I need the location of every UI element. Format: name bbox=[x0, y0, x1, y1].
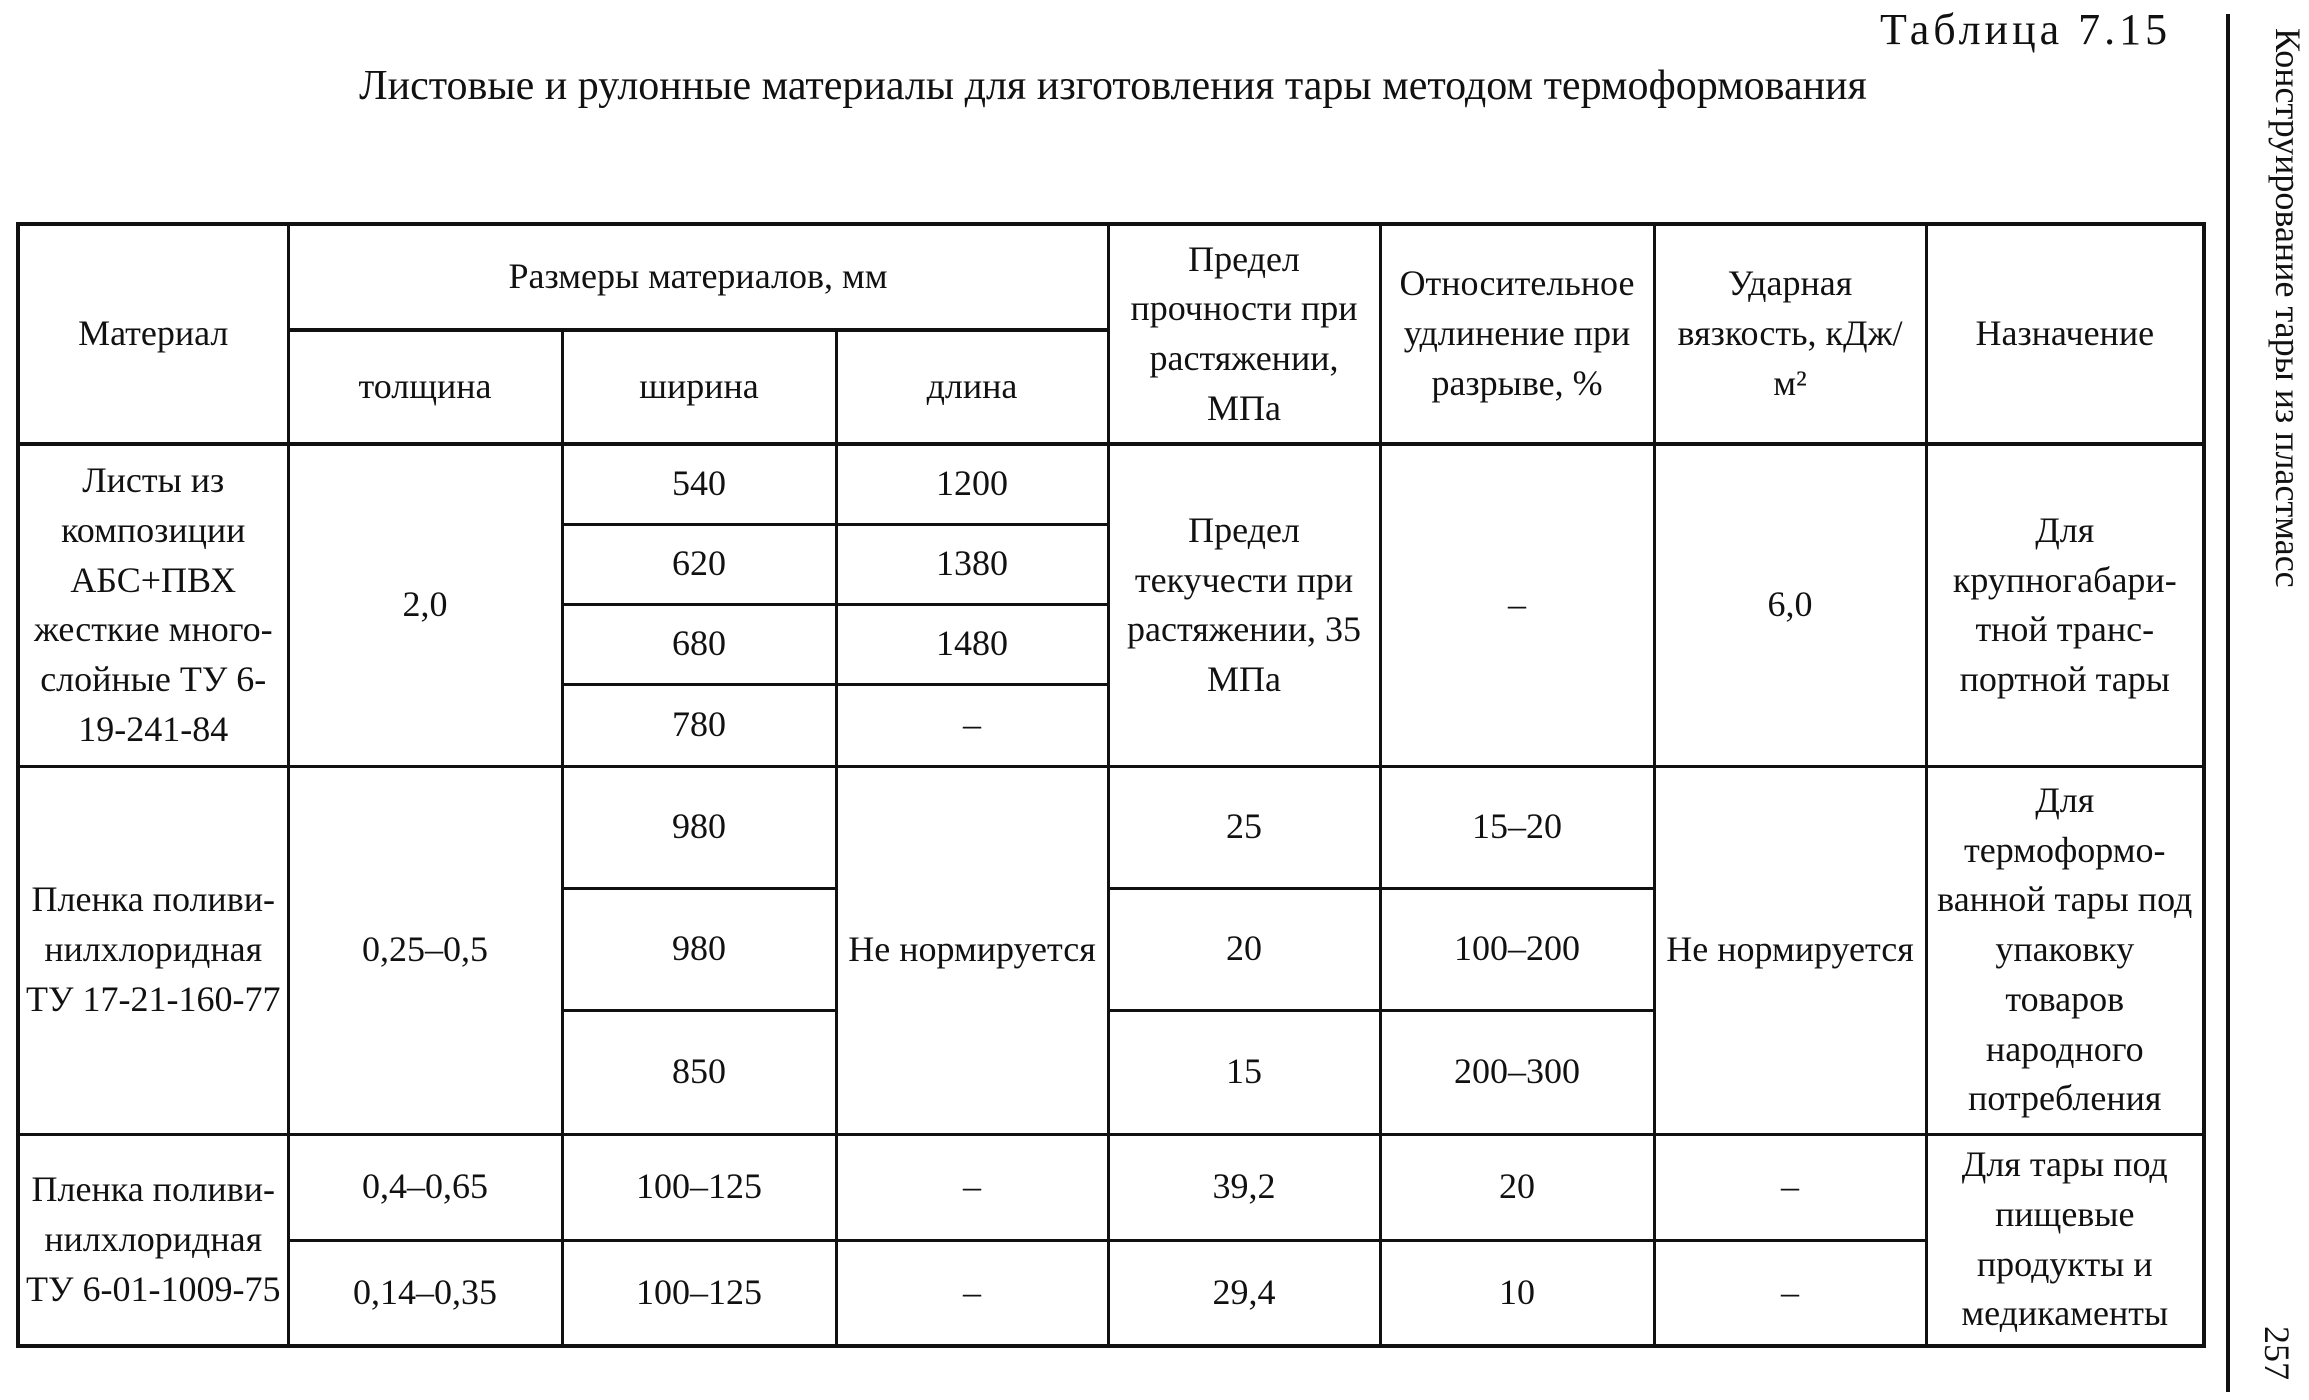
impact-strength-cell: Не нормируется bbox=[1654, 766, 1926, 1134]
header-dimensions: Размеры материалов, мм bbox=[288, 224, 1108, 330]
header-row-top bbox=[18, 224, 2204, 330]
materials-table bbox=[16, 222, 2206, 1348]
header-purpose: Назначение bbox=[1926, 224, 2204, 444]
width-cell: 980 bbox=[562, 766, 836, 888]
header-tensile-strength: Предел прочности при растяжении, МПа bbox=[1108, 224, 1380, 444]
width-cell: 100–125 bbox=[562, 1240, 836, 1346]
elongation-cell: 10 bbox=[1380, 1240, 1654, 1346]
impact-strength-cell: 6,0 bbox=[1654, 444, 1926, 766]
width-cell: 540 bbox=[562, 444, 836, 524]
width-cell: 850 bbox=[562, 1010, 836, 1134]
material-cell: Пленка поливи-нилхлоридная ТУ 17-21-160-77 bbox=[18, 766, 288, 1134]
table-row bbox=[18, 444, 2204, 524]
header-material: Материал bbox=[18, 224, 288, 444]
header-width: ширина bbox=[562, 330, 836, 444]
material-cell: Листы из композиции АБС+ПВХ жесткие много-слойные ТУ 6-19-241-84 bbox=[18, 444, 288, 766]
material-cell: Пленка поливи-нилхлоридная ТУ 6-01-1009-75 bbox=[18, 1134, 288, 1346]
thickness-cell: 0,4–0,65 bbox=[288, 1134, 562, 1240]
tensile-strength-cell: 20 bbox=[1108, 888, 1380, 1010]
thickness-cell: 2,0 bbox=[288, 444, 562, 766]
tensile-strength-cell: Предел текучести при растяжении, 35 МПа bbox=[1108, 444, 1380, 766]
table-row bbox=[18, 1134, 2204, 1240]
width-cell: 620 bbox=[562, 524, 836, 604]
tensile-strength-cell: 39,2 bbox=[1108, 1134, 1380, 1240]
thickness-cell: 0,14–0,35 bbox=[288, 1240, 562, 1346]
impact-strength-cell: – bbox=[1654, 1240, 1926, 1346]
elongation-cell: 100–200 bbox=[1380, 888, 1654, 1010]
length-cell: 1380 bbox=[836, 524, 1108, 604]
table-title: Листовые и рулонные материалы для изготовления тары методом термоформования bbox=[359, 63, 1867, 109]
width-cell: 980 bbox=[562, 888, 836, 1010]
width-cell: 680 bbox=[562, 604, 836, 684]
header-elongation: Относительное удлинение при разрыве, % bbox=[1380, 224, 1654, 444]
table-number: Таблица 7.15 bbox=[1880, 5, 2172, 54]
length-cell: – bbox=[836, 1134, 1108, 1240]
running-head: Конструирование тары из пластмасс bbox=[2268, 28, 2308, 588]
length-cell: Не нормируется bbox=[836, 766, 1108, 1134]
purpose-cell: Для крупногабари-тной транс-портной тары bbox=[1926, 444, 2204, 766]
elongation-cell: 200–300 bbox=[1380, 1010, 1654, 1134]
purpose-cell: Для термоформо-ванной тары под упаковку товаров народного потребления bbox=[1926, 766, 2204, 1134]
purpose-cell: Для тары под пищевые продукты и медикаменты bbox=[1926, 1134, 2204, 1346]
elongation-cell: 15–20 bbox=[1380, 766, 1654, 888]
tensile-strength-cell: 29,4 bbox=[1108, 1240, 1380, 1346]
length-cell: – bbox=[836, 1240, 1108, 1346]
length-cell: 1200 bbox=[836, 444, 1108, 524]
elongation-cell: – bbox=[1380, 444, 1654, 766]
length-cell: 1480 bbox=[836, 604, 1108, 684]
page-number: 257 bbox=[2257, 1326, 2297, 1380]
tensile-strength-cell: 25 bbox=[1108, 766, 1380, 888]
table-row bbox=[18, 1240, 2204, 1346]
header-impact-strength: Ударная вязкость, кДж/м² bbox=[1654, 224, 1926, 444]
impact-strength-cell: – bbox=[1654, 1134, 1926, 1240]
thickness-cell: 0,25–0,5 bbox=[288, 766, 562, 1134]
margin-rule bbox=[2226, 14, 2230, 1392]
length-cell: – bbox=[836, 684, 1108, 766]
tensile-strength-cell: 15 bbox=[1108, 1010, 1380, 1134]
header-length: длина bbox=[836, 330, 1108, 444]
width-cell: 100–125 bbox=[562, 1134, 836, 1240]
elongation-cell: 20 bbox=[1380, 1134, 1654, 1240]
header-thickness: толщина bbox=[288, 330, 562, 444]
table-row bbox=[18, 766, 2204, 888]
width-cell: 780 bbox=[562, 684, 836, 766]
